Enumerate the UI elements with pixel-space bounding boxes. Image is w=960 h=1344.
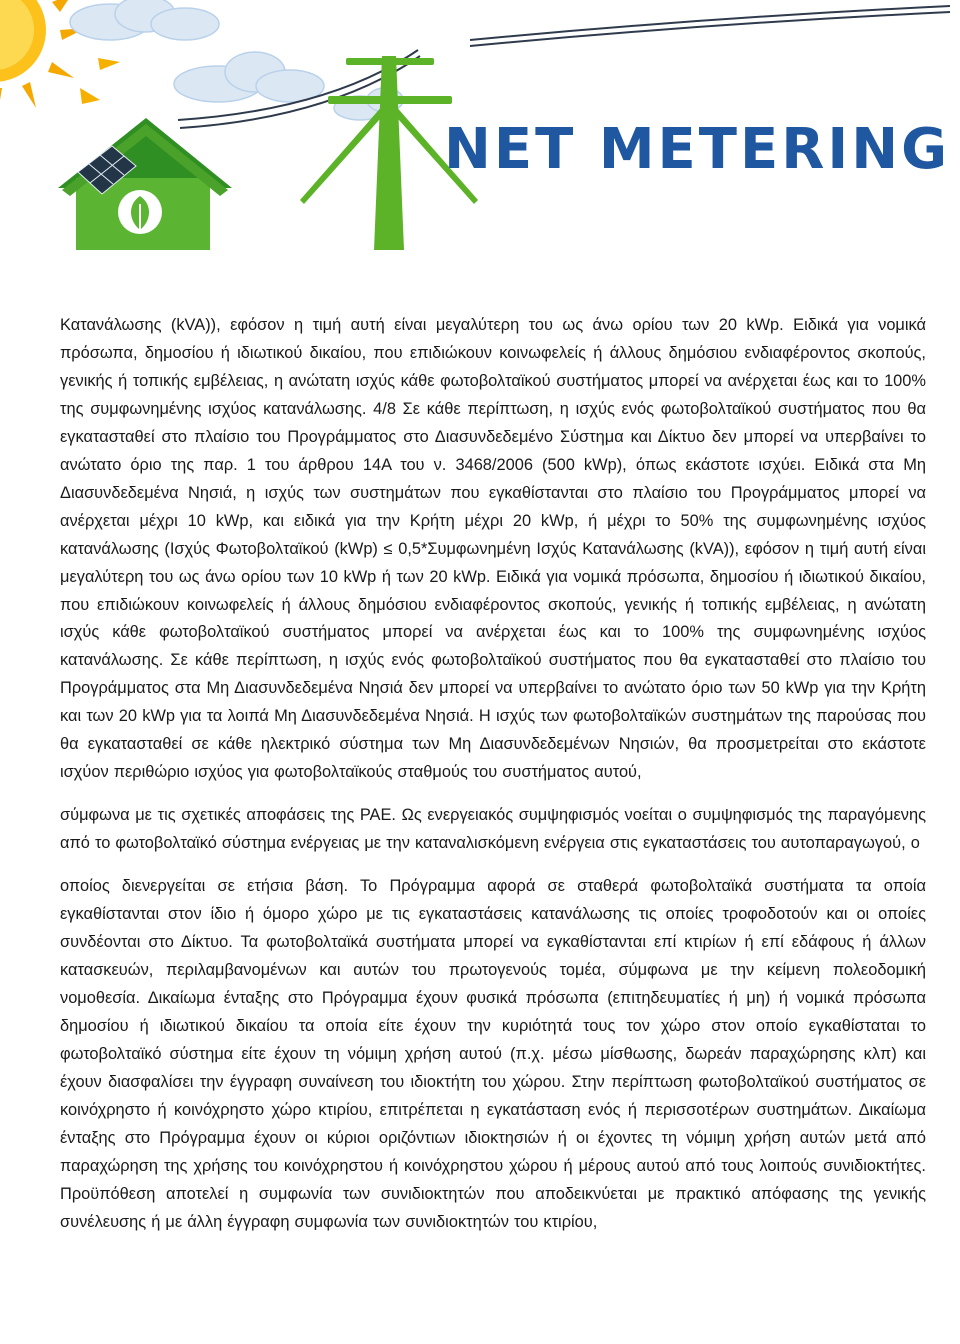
power-lines xyxy=(178,6,950,128)
paragraph: Κατανάλωσης (kVA)), εφόσον η τιμή αυτή είναι μεγαλύτερη του ως άνω ορίου των 20 kWp. Ειδικά για νομικά πρόσωπα, δημοσίου ή ιδιωτικού δικαίου, που επιδιώκουν κοινωφελείς ή άλλους δημόσιου ενδιαφέροντος σκοπούς, γενικής ή τοπικής εμβέλειας, η ανώτατη ισχύς κάθε φωτοβολταϊκού συστήματος μπορεί να ανέρχεται έως και το 100% της συμφωνημένης ισχύος κατανάλωσης. 4/8 Σε κάθε περίπτωση, η ισχύς ενός φωτοβολταϊκού συστήματος που θα εγκατασταθεί στο πλαίσιο του Προγράμματος στο Διασυνδεδεμένο Σύστημα και Δίκτυο δεν μπορεί να υπερβαίνει το ανώτατο όριο της παρ. 1 του άρθρου 14Α του ν. 3468/2006 (500 kWp), όπως εκάστοτε ισχύει. Ειδικά στα Μη Διασυνδεδεμένα Νησιά, η ισχύς των συστημάτων που εγκαθίστανται στο πλαίσιο του Προγράμματος μπορεί να ανέρχεται μέχρι 10 kWp, και ειδικά για την Κρήτη μέχρι 20 kWp, ή μέχρι το 50% της συμφωνημένης ισχύος κατανάλωσης (Ισχύς Φωτοβολταϊκού (kWp) ≤ 0,5*Συμφωνημένη Ισχύς Κατανάλωσης (kVA)), εφόσον η τιμή αυτή είναι μεγαλύτερη του ως άνω ορίου των 10 kWp ή των 20 kWp. Ειδικά για νομικά πρόσωπα, δημοσίου ή ιδιωτικού δικαίου, που επιδιώκουν κοινωφελείς ή άλλους δημόσιου ενδιαφέροντος σκοπούς, γενικής ή τοπικής εμβέλειας, η ανώτατη ισχύς κάθε φωτοβολταϊκού συστήματος μπορεί να ανέρχεται έως και το 100% της συμφωνημένης ισχύος κατανάλωσης. Σε κάθε περίπτωση, η ισχύς ενός φωτοβολταϊκού συστήματος που θα εγκατασταθεί στο πλαίσιο του Προγράμματος στα Μη Διασυνδεδεμένα Νησιά δεν μπορεί να υπερβαίνει το ανώτατο όριο των 50 kWp για την Κρήτη και των 20 kWp για τα λοιπά Μη Διασυνδεδεμένα Νησιά. Η ισχύς των φωτοβολταϊκών συστημάτων της παρούσας που θα εγκατασταθεί σε κάθε ηλεκτρικό σύστημα των Μη Διασυνδεδεμένων Νησιών, θα προσμετρείται στο εκάστοτε ισχύον περιθώριο ισχύος για φωτοβολταϊκούς σταθμούς του συστήματος αυτού, xyxy=(60,316,926,782)
paragraph: σύμφωνα με τις σχετικές αποφάσεις της ΡΑΕ. Ως ενεργειακός συμψηφισμός νοείται ο συμψηφισμός της παραγόμενης από το φωτοβολταϊκό σύστημα ενέργειας με την καταναλισκόμενη ενέργεια στις εγκαταστάσεις του αυτοπαραγωγού, ο xyxy=(60,806,926,853)
paragraph: οποίος διενεργείται σε ετήσια βάση. Το Πρόγραμμα αφορά σε σταθερά φωτοβολταϊκά συστήματα τα οποία εγκαθίστανται στον ίδιο ή όμορο χώρο με τις εγκαταστάσεις κατανάλωσης τις οποίες τροφοδοτούν και οι οποίες συνδέονται στο Δίκτυο. Τα φωτοβολταϊκά συστήματα μπορεί να εγκαθίστανται επί κτιρίων ή επί εδάφους ή άλλων κατασκευών, περιλαμβανομένων και αυτών του πρωτογενούς τομέα, σύμφωνα με την κείμενη πολεοδομική νομοθεσία. Δικαίωμα ένταξης στο Πρόγραμμα έχουν φυσικά πρόσωπα (επιτηδευματίες ή μη) ή νομικά πρόσωπα δημοσίου ή ιδιωτικού δικαίου τα οποία είτε έχουν την κυριότητά τους τον χώρο στον οποίο εγκαθίσταται το φωτοβολταϊκό σύστημα είτε έχουν τη νόμιμη χρήση αυτού (π.χ. μέσω μίσθωσης, δωρεάν παραχώρησης κλπ) και έχουν διασφαλίσει την έγγραφη συναίνεση του ιδιοκτήτη του χώρου. Στην περίπτωση φωτοβολταϊκού συστήματος σε κοινόχρηστο ή κοινόχρηστο χώρο κτιρίου, επιτρέπεται η εγκατάσταση ενός ή περισσοτέρων συστημάτων. Δικαίωμα ένταξης στο Πρόγραμμα έχουν οι κύριοι οριζόντιων ιδιοκτησιών ή οι έχοντες τη νόμιμη χρήση αυτών μετά από παραχώρηση της χρήσης του κοινόχρηστου ή κοινόχρηστου χώρου ή μέρους αυτού από τους λοιπούς συνιδιοκτήτες. Προϋπόθεση αποτελεί η συμφωνία των συνιδιοκτητών που αποδεικνύεται με πρακτικό απόφασης της γενικής συνέλευσης ή με άλλη έγγραφη συμφωνία των συνιδιοκτητών του κτιρίου, xyxy=(60,877,926,1231)
banner-logo-text: NET METERING xyxy=(444,117,951,182)
net-metering-banner xyxy=(0,0,960,270)
leaf-icon xyxy=(118,190,162,234)
document-body xyxy=(60,312,926,1252)
